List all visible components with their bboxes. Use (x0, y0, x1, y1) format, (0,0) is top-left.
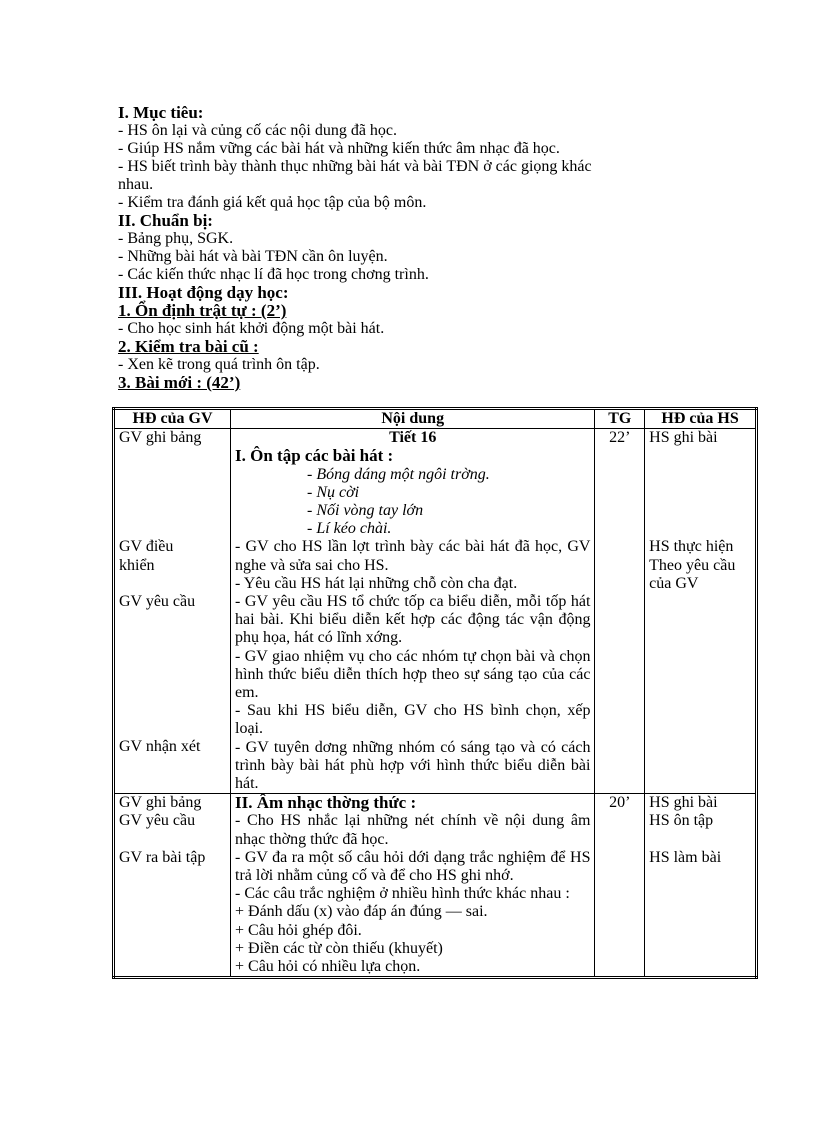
song-item: - Bóng dáng một ngôi trờng. (307, 465, 490, 483)
col-header-gv: HĐ của GV (114, 409, 231, 429)
col-header-hs: HĐ của HS (645, 409, 757, 429)
muc-tieu-item: - HS ôn lại và củng cố các nội dung đã học. (118, 122, 398, 139)
part1-heading: I. Ôn tập các bài hát : (235, 446, 394, 466)
hs-line: của GV (649, 574, 699, 592)
hs-line: Theo yêu cầu (649, 556, 736, 574)
lesson-plan-header (118, 104, 758, 392)
col-header-content: Nội dung (231, 409, 595, 429)
time-cell: 22’ (595, 429, 645, 794)
time-cell: 20’ (595, 794, 645, 978)
gv-line: GV nhận xét (119, 738, 201, 756)
heading-bai-moi: 3. Bài mới : (42’) (118, 373, 241, 392)
content-paragraph: + Câu hỏi có nhiều lựa chọn. (235, 958, 421, 976)
hs-cell (645, 429, 757, 794)
gv-line: GV yêu cầu (119, 812, 196, 830)
hs-line: HS làm bài (649, 848, 722, 866)
content-paragraph: - Cho HS nhắc lại những nét chính về nội dung âm nhạc thờng thức đã học. (235, 812, 591, 848)
content-paragraph: + Điền các từ còn thiếu (khuyết) (235, 939, 443, 957)
part2-heading: II. Âm nhạc thờng thức : (235, 793, 417, 813)
muc-tieu-item: - Giúp HS nắm vững các bài hát và những kiến thức âm nhạc đã học. (118, 140, 560, 157)
song-item: - Nụ cời (307, 483, 360, 501)
content-cell (231, 794, 595, 978)
on-dinh-item: - Cho học sinh hát khởi động một bài hát. (118, 320, 385, 337)
content-paragraph: + Đánh dấu (x) vào đáp án đúng — sai. (235, 903, 488, 921)
heading-hoat-dong: III. Hoạt động dạy học: (118, 283, 289, 302)
content-paragraph: - Sau khi HS biểu diễn, GV cho HS bình chọn, xếp loại. (235, 702, 591, 738)
heading-kiem-tra: 2. Kiểm tra bài cũ : (118, 337, 259, 356)
content-cell (231, 429, 595, 794)
content-paragraph: - GV yêu cầu HS tổ chức tốp ca biểu diễn, mỗi tốp hát hai bài. Khi biểu diễn kết hợp các động tác vận động phụ họa, hát có lĩnh xớng. (235, 593, 591, 647)
hs-cell (645, 794, 757, 978)
kiem-tra-item: - Xen kẽ trong quá trình ôn tập. (118, 356, 320, 373)
content-paragraph: - GV giao nhiệm vụ cho các nhóm tự chọn bài và chọn hình thức biểu diễn thích hợp theo sự sáng tạo của các em. (235, 647, 591, 702)
content-paragraph: + Câu hỏi ghép đôi. (235, 921, 362, 939)
song-item: - Nối vòng tay lớn (307, 502, 424, 520)
muc-tieu-item: nhau. (118, 176, 154, 193)
muc-tieu-item: - Kiểm tra đánh giá kết quả học tập của bộ môn. (118, 194, 427, 211)
chuan-bi-item: - Những bài hát và bài TĐN cần ôn luyện. (118, 248, 388, 265)
content-paragraph: - GV tuyên dơng những nhóm có sáng tạo và có cách trình bày bài hát phù hợp với hình thức biểu diễn bài hát. (235, 738, 591, 793)
gv-cell (114, 429, 231, 794)
chuan-bi-item: - Các kiến thức nhạc lí đã học trong chơng trình. (118, 266, 429, 283)
gv-line: GV yêu cầu (119, 592, 196, 610)
heading-muc-tieu: I. Mục tiêu: (118, 103, 204, 122)
gv-line: GV ra bài tập (119, 848, 206, 866)
gv-line: khiển (119, 556, 155, 574)
hs-line: HS ghi bài (649, 794, 718, 812)
table-row (114, 429, 757, 794)
content-paragraph: - Các câu trắc nghiệm ở nhiều hình thức khác nhau : (235, 885, 570, 903)
col-header-time: TG (595, 409, 645, 429)
gv-line: GV ghi bảng (119, 429, 202, 447)
lesson-table (112, 407, 758, 979)
table-header-row (114, 409, 757, 429)
gv-cell (114, 794, 231, 978)
muc-tieu-item: - HS biết trình bày thành thục những bài hát và bài TĐN ở các giọng khác (118, 158, 592, 175)
chuan-bi-item: - Bảng phụ, SGK. (118, 230, 234, 247)
content-paragraph: - Yêu cầu HS hát lại những chỗ còn cha đạt. (235, 574, 518, 592)
content-paragraph: - GV đa ra một số câu hỏi dới dạng trắc nghiệm để HS trả lời nhằm củng cố và để cho HS ghi nhớ. (235, 848, 591, 885)
hs-line: HS thực hiện (649, 538, 734, 556)
song-item: - Lí kéo chài. (307, 520, 392, 538)
gv-line: GV điều (119, 538, 174, 556)
hs-line: HS ghi bài (649, 429, 718, 447)
hs-line: HS ôn tập (649, 812, 714, 830)
lesson-number: Tiết 16 (389, 429, 437, 447)
heading-chuan-bi: II. Chuẩn bị: (118, 211, 213, 230)
content-paragraph: - GV cho HS lần lợt trình bày các bài hát đã học, GV nghe và sửa sai cho HS. (235, 538, 591, 574)
gv-line: GV ghi bảng (119, 794, 202, 812)
table-row (114, 794, 757, 978)
heading-on-dinh: 1. Ổn định trật tự : (2’) (118, 301, 287, 320)
